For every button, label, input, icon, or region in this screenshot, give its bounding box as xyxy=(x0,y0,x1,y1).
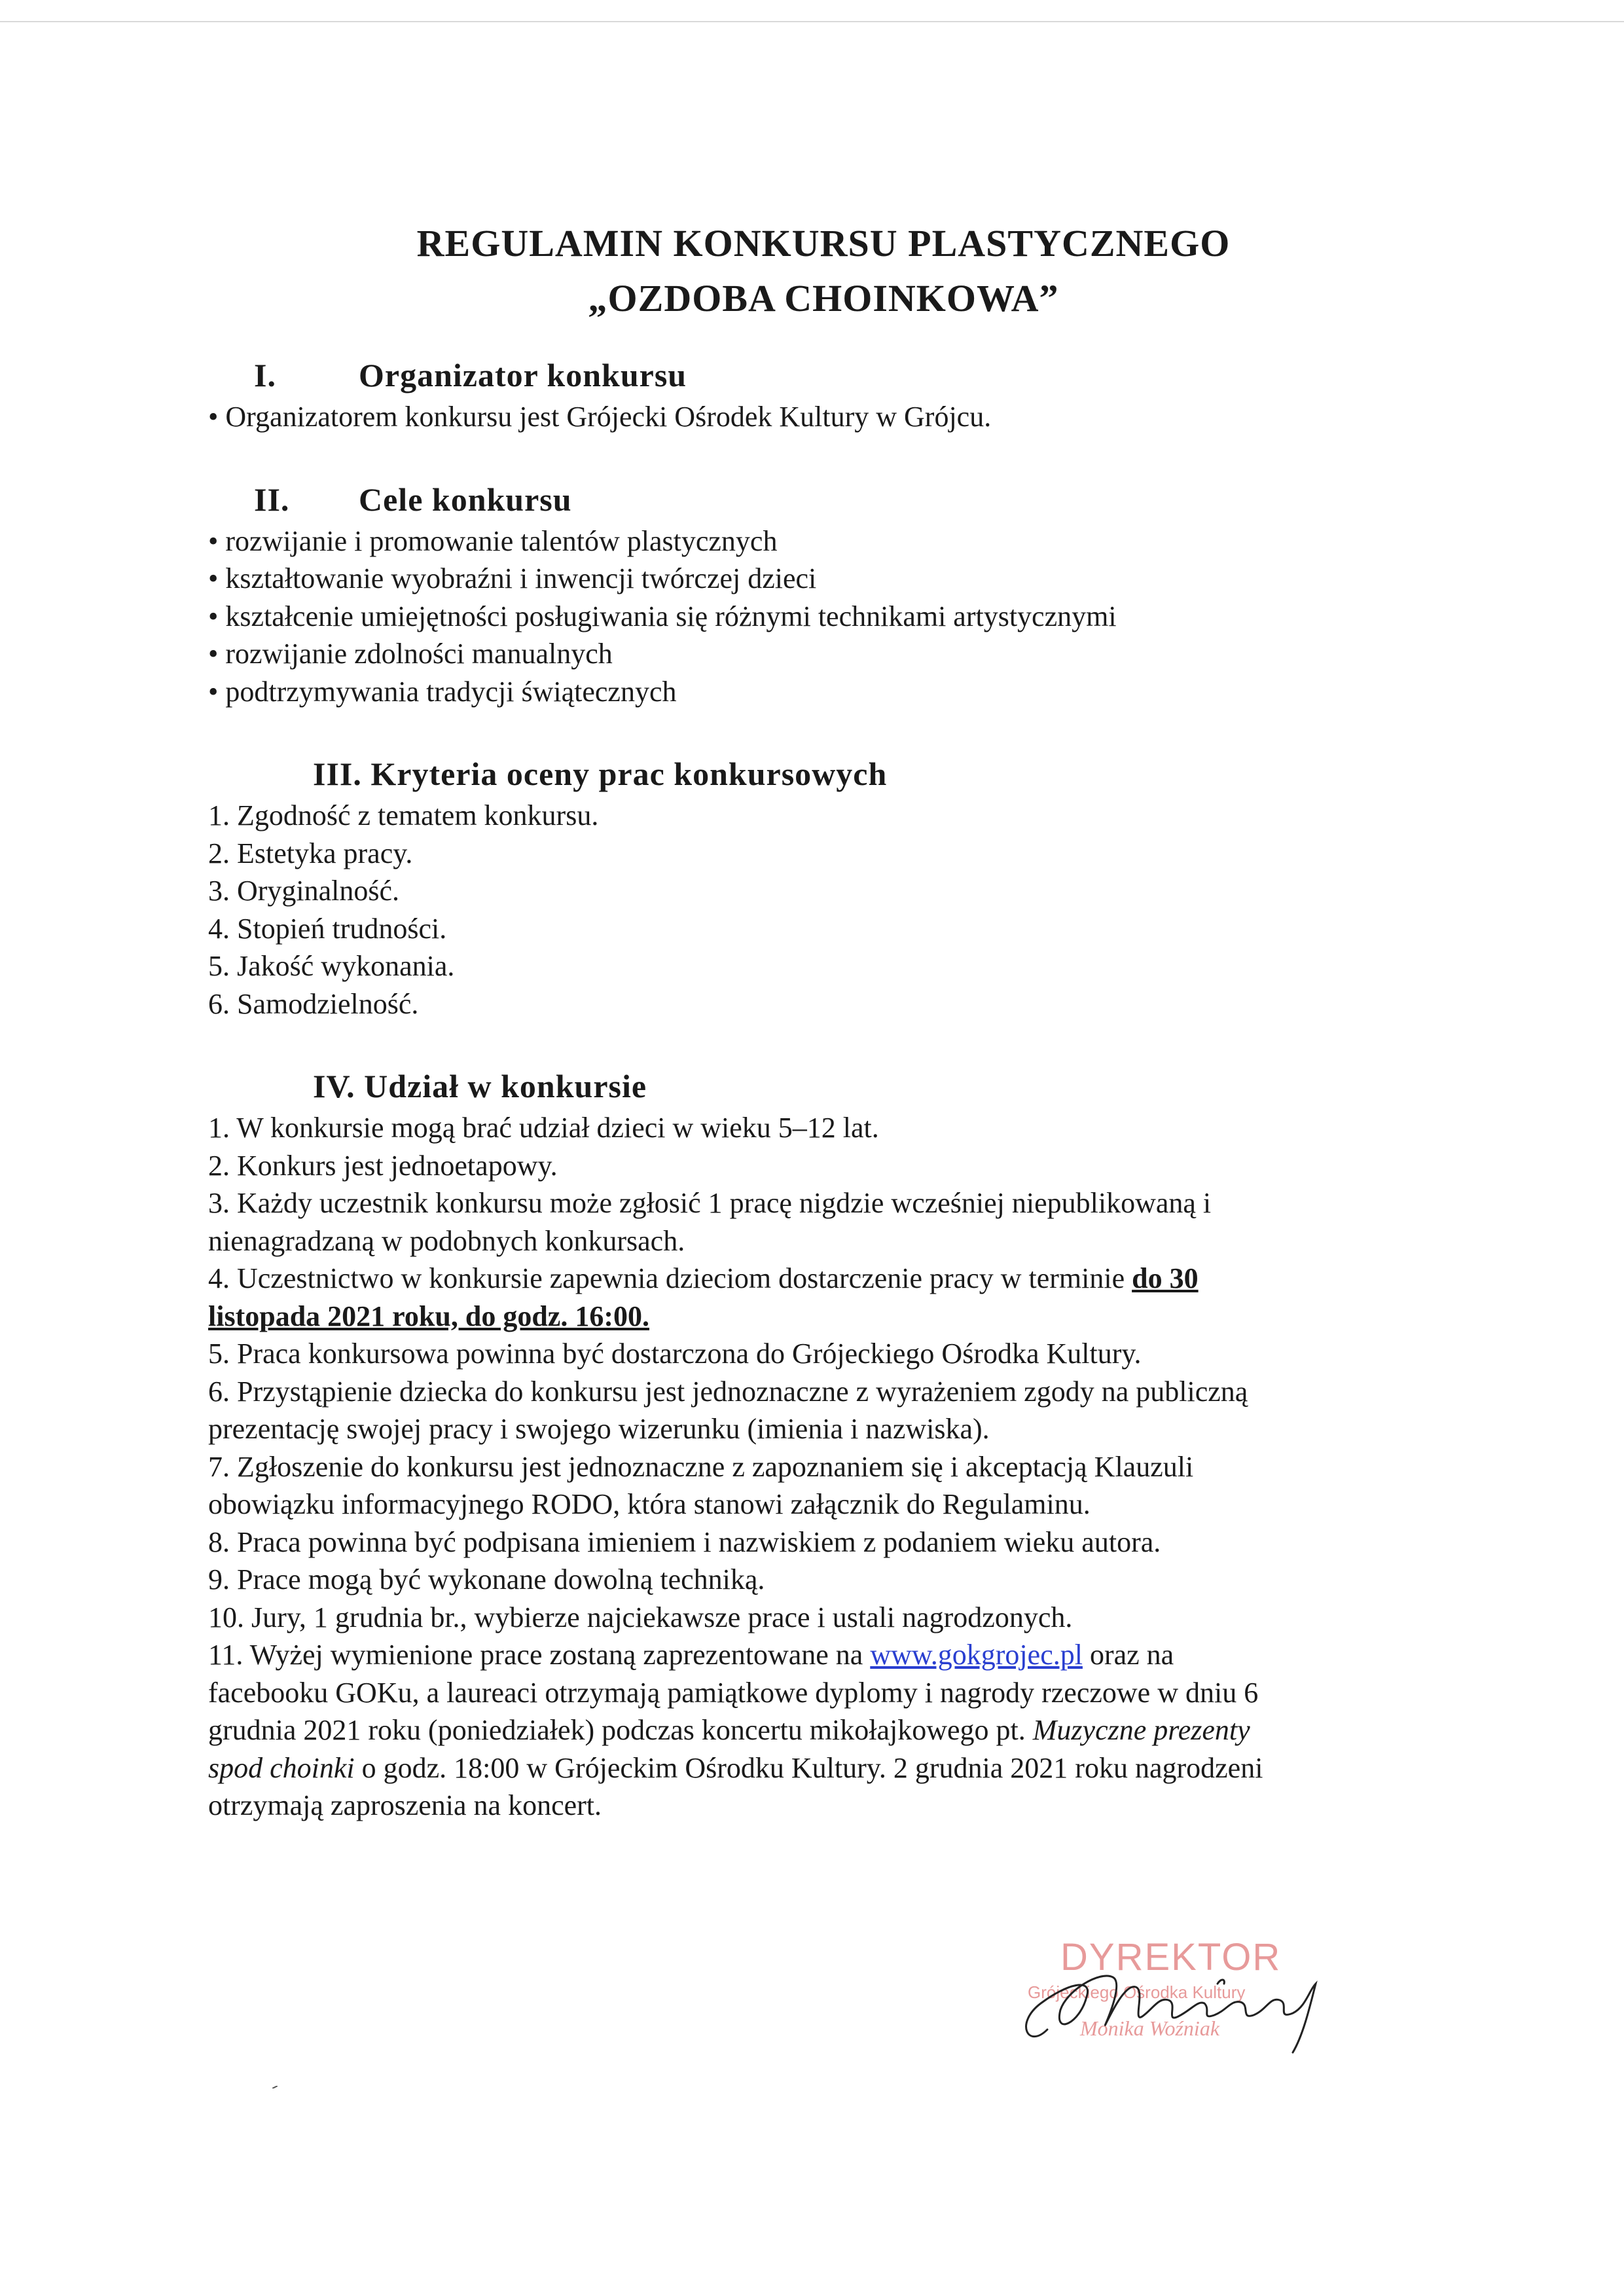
section-2-title: Cele konkursu xyxy=(359,481,572,518)
list-item: 3. Każdy uczestnik konkursu może zgłosić 1 pracę nigdzie wcześniej niepublikowaną i xyxy=(208,1187,1212,1219)
list-item: 5. Praca konkursowa powinna być dostarczona do Grójeckiego Ośrodka Kultury. xyxy=(208,1338,1142,1370)
stamp-subtitle: Grójeckiego Ośrodka Kultury xyxy=(1028,1982,1246,2002)
item-11-text: 11. Wyżej wymienione prace zostaną zaprezentowane na xyxy=(208,1639,871,1671)
list-item: • rozwijanie zdolności manualnych xyxy=(208,638,613,670)
list-item-continued xyxy=(208,1749,1439,1787)
spacer xyxy=(208,436,1439,477)
section-3-title: Kryteria oceny prac konkursowych xyxy=(370,756,888,792)
section-2-heading xyxy=(208,477,1439,522)
section-1-number: I. xyxy=(254,357,276,393)
concert-title-start: Muzyczne prezenty xyxy=(1032,1714,1250,1746)
concert-title-end: spod choinki xyxy=(208,1751,355,1784)
list-item: • rozwijanie i promowanie talentów plastycznych xyxy=(208,524,778,557)
list-item: • kształcenie umiejętności posługiwania się różnymi technikami artystycznymi xyxy=(208,600,1117,632)
spacer xyxy=(208,1023,1439,1063)
section-1-item: • Organizatorem konkursu jest Grójecki Ośrodek Kultury w Grójcu. xyxy=(208,401,992,433)
list-item: 5. Jakość wykonania. xyxy=(208,950,455,982)
list-item: 10. Jury, 1 grudnia br., wybierze najciekawsze prace i ustali nagrodzonych. xyxy=(208,1601,1073,1633)
scan-mark xyxy=(272,2086,278,2088)
list-item: 6. Samodzielność. xyxy=(208,987,419,1020)
list-item-continued xyxy=(208,1298,1439,1336)
list-item: 7. Zgłoszenie do konkursu jest jednoznaczne z zapoznaniem się i akceptacją Klauzuli xyxy=(208,1450,1194,1483)
deadline-date-start: do 30 xyxy=(1132,1262,1199,1294)
stamp-name: Monika Woźniak xyxy=(1080,2016,1220,2040)
list-item: 3. Oryginalność. xyxy=(208,875,400,907)
item-11-text: o godz. 18:00 w Grójeckim Ośrodku Kultury. 2 grudnia 2021 roku nagrodzeni xyxy=(354,1751,1263,1784)
section-1-title: Organizator konkursu xyxy=(359,357,687,393)
section-4-number: IV. xyxy=(313,1068,355,1104)
list-item: • podtrzymywania tradycji świątecznych xyxy=(208,675,677,708)
section-3-heading xyxy=(208,751,1439,797)
title-line-2: „OZDOBA CHOINKOWA” xyxy=(588,277,1059,319)
list-item xyxy=(208,1260,1439,1298)
spacer xyxy=(208,710,1439,751)
handwritten-signature xyxy=(1001,1938,1368,2069)
list-item-continued: obowiązku informacyjnego RODO, która stanowi załącznik do Regulaminu. xyxy=(208,1488,1091,1520)
list-item-continued xyxy=(208,1711,1439,1749)
list-item-continued: nienagradzaną w podobnych konkursach. xyxy=(208,1224,685,1257)
item-11-text-after: oraz na xyxy=(1082,1639,1174,1671)
list-item: 4. Stopień trudności. xyxy=(208,912,447,945)
website-link[interactable]: www.gokgrojec.pl xyxy=(870,1639,1083,1671)
list-item-continued: otrzymają zaproszenia na koncert. xyxy=(208,1789,602,1821)
list-item-continued: prezentację swojej pracy i swojego wizerunku (imienia i nazwiska). xyxy=(208,1413,990,1445)
list-item xyxy=(208,1636,1439,1674)
document-title xyxy=(208,216,1439,326)
list-item-continued: facebooku GOKu, a laureaci otrzymają pamiątkowe dyplomy i nagrody rzeczowe w dniu 6 xyxy=(208,1676,1259,1709)
list-item: 9. Prace mogą być wykonane dowolną techniką. xyxy=(208,1563,765,1595)
list-item: 6. Przystąpienie dziecka do konkursu jest jednoznaczne z wyrażeniem zgody na publiczną xyxy=(208,1375,1248,1408)
list-item: 1. Zgodność z tematem konkursu. xyxy=(208,799,599,831)
list-item: • kształtowanie wyobraźni i inwencji twórczej dzieci xyxy=(208,562,817,594)
deadline-date-end: listopada 2021 roku, do godz. 16:00. xyxy=(208,1300,649,1332)
scan-top-edge xyxy=(0,21,1624,22)
section-3-number: III. xyxy=(313,756,362,792)
deadline-text: 4. Uczestnictwo w konkursie zapewnia dzieciom dostarczenie pracy w terminie xyxy=(208,1262,1132,1294)
director-stamp-signature xyxy=(1001,1938,1368,2069)
stamp-title: DYREKTOR xyxy=(1060,1936,1282,1978)
item-11-text: grudnia 2021 roku (poniedziałek) podczas koncertu mikołajkowego pt. xyxy=(208,1714,1033,1746)
section-4-heading xyxy=(208,1063,1439,1109)
section-1-heading xyxy=(208,352,1439,398)
list-item: 8. Praca powinna być podpisana imieniem i nazwiskiem z podaniem wieku autora. xyxy=(208,1525,1161,1558)
section-2-number: II. xyxy=(254,481,290,518)
section-4-title: Udział w konkursie xyxy=(364,1068,647,1104)
title-line-1: REGULAMIN KONKURSU PLASTYCZNEGO xyxy=(416,222,1231,264)
list-item: 2. Estetyka pracy. xyxy=(208,837,413,869)
list-item: 2. Konkurs jest jednoetapowy. xyxy=(208,1149,558,1182)
list-item: 1. W konkursie mogą brać udział dzieci w wieku 5–12 lat. xyxy=(208,1112,879,1144)
document-body xyxy=(208,216,1439,1825)
